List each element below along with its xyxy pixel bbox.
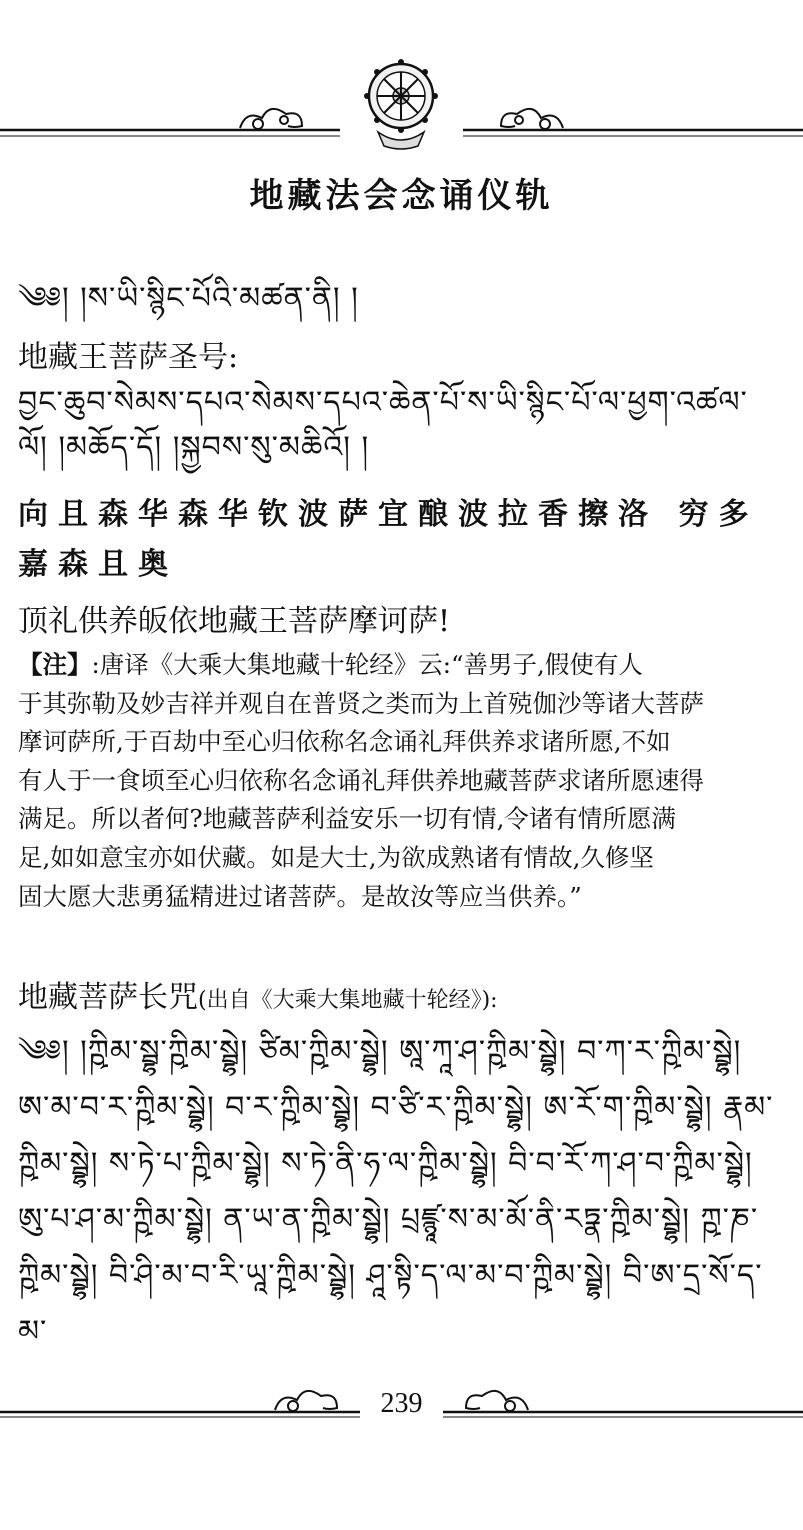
mantra-line: ཀྵིམ་སྦྷེ། ས་ཏེ་པ་ཀྵིམ་སྦྷེ། ས་ཏེ་ནི་ཧ་ལ་ཀྵིམ་སྦྷེ། བི་བ་རོ་ཀ་ཤ་བ་ཀྵིམ་སྦྷེ། — [18, 1146, 753, 1181]
note-line: 有人于一食顷至心归依称名念诵礼拜供养地藏菩萨求诸所愿速得 — [18, 765, 704, 795]
cloud-scroll-left-icon — [240, 109, 302, 129]
mantra-heading: 地藏菩萨长咒 — [18, 980, 198, 1015]
transliteration-line: 嘉森且奥 — [18, 547, 178, 582]
mantra-line: ཨུ་པ་ཤ་མ་ཀྵིམ་སྦྷེ། ན་ཡ་ན་ཀྵིམ་སྦྷེ། པྲཛྙཱ་ས་མ་མོ་ནི་རཏྣ་ཀྵིམ་སྦྷེ། ཀྵ་ཎ་ — [18, 1202, 759, 1237]
note-line: 于其弥勒及妙吉祥并观自在普贤之类而为上首殑伽沙等诸大菩萨 — [18, 688, 704, 718]
transliteration-line: 向且森华森华钦波萨宜酿波拉香擦洛 穷多 — [18, 497, 759, 532]
dharma-wheel-header-ornament — [0, 58, 803, 158]
mantra-line: ཨ་མ་བ་ར་ཀྵིམ་སྦྷེ། བ་ར་ཀྵིམ་སྦྷེ། བ་ཙི་ར་ཀྵིམ་སྦྷེ། ཨ་རོ་ག་ཀྵིམ་སྦྷེ། རྣམ་ — [18, 1090, 774, 1125]
note-line: 足,如如意宝亦如伏藏。如是大士,为欲成熟诸有情故,久修坚 — [18, 842, 654, 872]
note-label: 【注】 — [18, 650, 92, 679]
page-number: 239 — [380, 1388, 423, 1419]
tibetan-name-line: ལོ། །མཆོད་དོ། །སྐྱབས་སུ་མཆིའོ། ། — [18, 430, 370, 465]
note-line — [18, 646, 788, 685]
note-line: 满足。所以者何?地藏菩萨利益安乐一切有情,令诸有情所愿满 — [18, 804, 676, 834]
tibetan-holy-name — [18, 380, 788, 470]
tibetan-opening-line: ༄༅། །ས་ཡི་སྙིང་པོའི་མཚན་ནི། ། — [18, 281, 359, 316]
holy-name-heading: 地藏王菩萨圣号: — [18, 340, 239, 375]
commentary-note — [18, 646, 788, 916]
dharma-wheel-icon — [364, 59, 438, 149]
note-line: 摩诃萨所,于百劫中至心归依称名念诵礼拜供养求诸所愿,不如 — [18, 727, 671, 757]
cloud-scroll-right-icon — [501, 109, 563, 129]
note-text: :唐译《大乘大集地藏十轮经》云:“善男子,假使有人 — [91, 650, 643, 679]
tibetan-long-mantra — [18, 1024, 788, 1360]
chinese-transliteration — [18, 490, 788, 590]
mantra-line: ཀྵིམ་སྦྷེ། བི་ཤི་མ་བ་རི་ཡཱ་ཀྵིམ་སྦྷེ། ཤཱ་སྟི་ད་ལ་མ་བ་ཀྵིམ་སྦྷེ། བི་ཨ་དྲ་སོ་ད་མ་ — [18, 1258, 763, 1349]
homage-line: 顶礼供养皈依地藏王菩萨摩诃萨! — [18, 604, 451, 639]
mantra-line: ༄༅། །ཀྵིམ་སྦྷ་ཀྵིམ་སྦྷེ། ཙིམ་ཀྵིམ་སྦྷེ། ཨཱ་ཀཱ་ཤ་ཀྵིམ་སྦྷེ། བ་ཀ་ར་ཀྵིམ་སྦྷེ། — [18, 1034, 742, 1069]
page-title: 地藏法会念诵仪轨 — [249, 176, 554, 216]
tibetan-name-line: བྱང་ཆུབ་སེམས་དཔའ་སེམས་དཔའ་ཆེན་པོ་ས་ཡི་སྙིང་པོ་ལ་ཕྱག་འཚལ་ — [18, 385, 748, 420]
mantra-heading-line — [18, 976, 788, 1023]
note-line: 固大愿大悲勇猛精进过诸菩萨。是故汝等应当供养。” — [18, 881, 582, 911]
mantra-source: (出自《大乘大集地藏十轮经》): — [198, 988, 498, 1013]
